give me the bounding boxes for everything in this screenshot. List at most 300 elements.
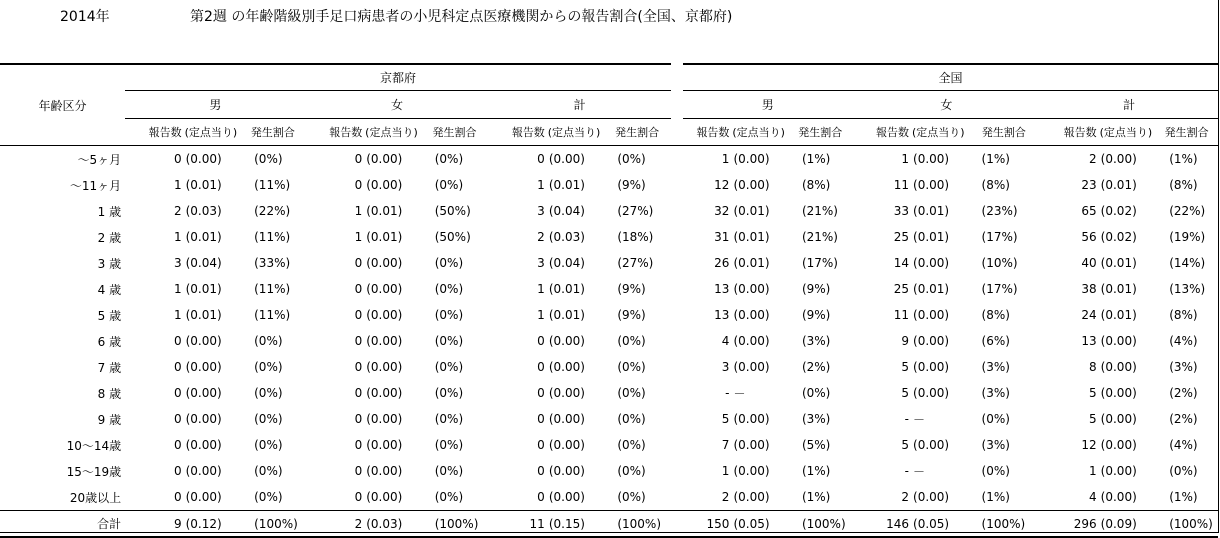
cell-per-site: (0.01) <box>733 204 770 218</box>
cell-per-site: (0.00) <box>1100 490 1137 504</box>
cell-per-site: (0.03) <box>548 230 585 244</box>
cell-per-site: (0.00) <box>185 490 222 504</box>
cell-count: 0 <box>173 464 182 478</box>
table-row <box>0 146 1218 173</box>
cell-rate: (8%) <box>1169 178 1198 192</box>
cell-rate: (1%) <box>1169 490 1198 504</box>
cell-count: 1 <box>537 282 545 296</box>
table-row <box>0 250 1218 276</box>
table-row <box>0 354 1218 380</box>
cell-count: 0 <box>537 360 545 374</box>
cell-per-site: (0.00) <box>913 308 950 322</box>
cell-count: 0 <box>354 308 363 322</box>
cell-rate: (27%) <box>617 204 654 218</box>
cell-per-site: (0.00) <box>185 152 222 166</box>
cell-count: 2 <box>901 490 910 504</box>
region-header-kyoto: 京都府 <box>125 64 671 91</box>
age-label: ～11ヶ月 <box>69 178 122 193</box>
age-label: 20歳以上 <box>69 490 122 505</box>
cell-per-site: (0.00) <box>548 386 585 400</box>
cell-rate: (0%) <box>434 152 464 166</box>
cell-count: 1 <box>173 308 182 322</box>
cell-count: 0 <box>173 412 182 426</box>
cell-count: - <box>725 386 730 400</box>
report-year: 2014年 <box>60 9 110 25</box>
cell-count: 32 <box>714 204 730 218</box>
cell-rate: (33%) <box>254 256 291 270</box>
cell-per-site: (0.00) <box>733 308 770 322</box>
table-row <box>0 328 1218 354</box>
cell-rate: (1%) <box>801 152 831 166</box>
cell-rate: (0%) <box>617 334 646 348</box>
cell-rate: (2%) <box>1169 412 1198 426</box>
cell-rate: (100%) <box>603 511 671 538</box>
cell-per-site: (0.04) <box>185 256 222 270</box>
region-gap <box>671 224 683 250</box>
cell-per-site: (0.00) <box>548 438 585 452</box>
cell-count: 0 <box>354 490 363 504</box>
cell-per-site: (0.00) <box>1100 386 1137 400</box>
cell-rate: (0%) <box>434 178 464 192</box>
cell-rate: (3%) <box>1169 360 1198 374</box>
sub-header-rate: 発生割合 <box>1155 119 1218 146</box>
cell-rate: (1%) <box>1169 152 1198 166</box>
table-row <box>0 276 1218 302</box>
sub-header-rate: 発生割合 <box>240 119 306 146</box>
age-label: 合計 <box>0 511 125 538</box>
cell-per-site: (0.01) <box>913 204 950 218</box>
cell-per-site: (0.01) <box>913 282 950 296</box>
cell-count: 2 <box>721 490 730 504</box>
cell-count: 0 <box>537 464 545 478</box>
cell-count: 0 <box>354 256 363 270</box>
cell-count: 31 <box>714 230 730 244</box>
cell-count: 13 <box>1081 334 1097 348</box>
cell-count: 5 <box>901 360 910 374</box>
cell-per-site: (0.01) <box>733 230 770 244</box>
cell-per-site: (0.00) <box>366 412 403 426</box>
cell-count: 0 <box>354 178 363 192</box>
sub-header-per-site: (定点当り) <box>909 119 968 146</box>
cell-per-site: (0.00) <box>548 490 585 504</box>
cell-rate: (9%) <box>617 282 646 296</box>
sub-header-per-site: (定点当り) <box>545 119 604 146</box>
cell-count: 4 <box>1089 490 1097 504</box>
cell-count: 5 <box>901 386 910 400</box>
cell-per-site: (0.00) <box>733 360 770 374</box>
cell-per-site: (0.01) <box>185 178 222 192</box>
region-gap <box>671 91 683 119</box>
cell-count: 7 <box>721 438 730 452</box>
age-label: 4 歳 <box>97 282 122 297</box>
cell-rate: (100%) <box>421 511 489 538</box>
report-table <box>0 63 1218 538</box>
cell-rate: (0%) <box>434 490 464 504</box>
cell-count: 0 <box>173 386 182 400</box>
cell-count: 0 <box>173 490 182 504</box>
age-label: 5 歳 <box>97 308 122 323</box>
cell-count: 0 <box>354 386 363 400</box>
cell-rate: (3%) <box>981 360 1010 374</box>
cell-per-site: (0.00) <box>913 178 950 192</box>
cell-rate: (0%) <box>254 412 283 426</box>
cell-per-site: (0.00) <box>366 490 403 504</box>
cell-per-site: (0.04) <box>548 204 585 218</box>
cell-rate: (0%) <box>617 490 646 504</box>
cell-rate: (11%) <box>254 282 291 296</box>
table-row <box>0 458 1218 484</box>
cell-rate: (4%) <box>1169 334 1198 348</box>
cell-rate: (0%) <box>434 464 464 478</box>
cell-count: 11 <box>488 511 545 538</box>
cell-per-site: (0.00) <box>185 386 222 400</box>
cell-count: 1 <box>354 204 363 218</box>
region-gap <box>671 432 683 458</box>
cell-count: 1 <box>354 230 363 244</box>
cell-per-site: (0.01) <box>733 256 770 270</box>
cell-per-site: (0.01) <box>1100 178 1137 192</box>
cell-count: 11 <box>893 178 910 192</box>
cell-per-site: (0.01) <box>548 282 585 296</box>
cell-count: 26 <box>714 256 730 270</box>
cell-count: 24 <box>1081 308 1097 322</box>
cell-rate: (27%) <box>617 256 654 270</box>
cell-rate: (18%) <box>617 230 654 244</box>
table-row <box>0 380 1218 406</box>
cell-rate: (0%) <box>434 360 464 374</box>
table-row <box>0 224 1218 250</box>
cell-per-site: (0.01) <box>548 178 585 192</box>
cell-per-site: (0.00) <box>733 152 770 166</box>
cell-per-site: (0.01) <box>1100 256 1137 270</box>
total-row <box>0 511 1218 538</box>
cell-per-site: (0.00) <box>1100 360 1137 374</box>
page-title: 第2週 の年齢階級別手足口病患者の小児科定点医療機関からの報告割合(全国、京都府) <box>190 9 733 25</box>
cell-count: 1 <box>173 178 182 192</box>
cell-per-site: (0.00) <box>1100 152 1137 166</box>
cell-count: 5 <box>1089 412 1097 426</box>
cell-rate: (100%) <box>968 511 1041 538</box>
cell-rate: (100%) <box>788 511 853 538</box>
age-label: 10～14歳 <box>66 438 122 453</box>
sex-header: 女 <box>853 91 1041 119</box>
sub-header-rate: 発生割合 <box>421 119 489 146</box>
cell-per-site: (0.01) <box>185 308 222 322</box>
cell-count: 12 <box>1081 438 1097 452</box>
cell-count: 146 <box>853 511 910 538</box>
cell-count: 13 <box>714 308 730 322</box>
cell-rate: (21%) <box>801 230 838 244</box>
cell-rate: (2%) <box>1169 386 1198 400</box>
cell-rate: (17%) <box>981 230 1018 244</box>
table-row <box>0 198 1218 224</box>
cell-rate: (0%) <box>254 152 283 166</box>
cell-count: 0 <box>354 412 363 426</box>
cell-rate: (0%) <box>617 360 646 374</box>
sub-header-per-site: (定点当り) <box>362 119 421 146</box>
cell-per-site: (0.00) <box>366 386 403 400</box>
age-label: ～5ヶ月 <box>77 152 122 167</box>
cell-count: 40 <box>1081 256 1097 270</box>
cell-per-site: (0.00) <box>733 282 770 296</box>
cell-count: 4 <box>721 334 730 348</box>
cell-count: 9 <box>125 511 182 538</box>
cell-count: 0 <box>173 438 182 452</box>
cell-per-site: (0.00) <box>185 334 222 348</box>
cell-rate: (1%) <box>981 152 1010 166</box>
cell-rate: (9%) <box>617 308 646 322</box>
region-gap <box>671 198 683 224</box>
region-gap <box>671 406 683 432</box>
sex-header: 女 <box>306 91 489 119</box>
cell-count: 0 <box>354 464 363 478</box>
cell-rate: (100%) <box>1155 511 1218 538</box>
cell-per-site: (0.00) <box>913 490 950 504</box>
cell-count: 296 <box>1040 511 1097 538</box>
cell-count: 0 <box>173 360 182 374</box>
cell-rate: (0%) <box>254 386 283 400</box>
cell-count: 1 <box>721 464 730 478</box>
sub-header-per-site: (定点当り) <box>182 119 241 146</box>
age-label: 7 歳 <box>97 360 122 375</box>
cell-per-site: (0.00) <box>366 308 403 322</box>
cell-count: 5 <box>901 438 910 452</box>
sex-header: 男 <box>683 91 852 119</box>
cell-rate: (9%) <box>801 308 831 322</box>
sex-header: 計 <box>488 91 671 119</box>
cell-per-site: (0.03) <box>185 204 222 218</box>
region-gap <box>671 119 683 146</box>
sub-header-count: 報告数 <box>853 119 910 146</box>
cell-rate: (23%) <box>981 204 1018 218</box>
sub-header-rate: 発生割合 <box>968 119 1041 146</box>
sub-header-per-site: (定点当り) <box>1097 119 1156 146</box>
cell-rate: (3%) <box>981 438 1010 452</box>
cell-count: 3 <box>721 360 730 374</box>
sex-header: 計 <box>1040 91 1218 119</box>
cell-count: 0 <box>354 438 363 452</box>
cell-rate: (3%) <box>801 412 831 426</box>
cell-count: 1 <box>901 152 910 166</box>
age-label: 15～19歳 <box>66 464 122 479</box>
region-gap <box>671 511 683 538</box>
cell-rate: (50%) <box>434 230 471 244</box>
cell-rate: (0%) <box>434 438 464 452</box>
cell-per-site: (0.00) <box>366 256 403 270</box>
sub-header-count: 報告数 <box>488 119 545 146</box>
cell-rate: (0%) <box>981 464 1010 478</box>
cell-rate: (19%) <box>1169 230 1206 244</box>
cell-rate: (8%) <box>801 178 831 192</box>
cell-rate: (8%) <box>981 178 1010 192</box>
cell-count: 1 <box>537 308 545 322</box>
cell-count: 2 <box>173 204 182 218</box>
cell-rate: (9%) <box>801 282 831 296</box>
table-row <box>0 406 1218 432</box>
region-gap <box>671 328 683 354</box>
cell-rate: (0%) <box>434 308 464 322</box>
cell-per-site: (0.01) <box>548 308 585 322</box>
cell-count: 150 <box>683 511 729 538</box>
cell-per-site: (0.00) <box>366 464 403 478</box>
cell-per-site: (0.00) <box>185 412 222 426</box>
cell-per-site: (0.01) <box>366 204 403 218</box>
sub-header-count: 報告数 <box>683 119 729 146</box>
cell-per-site: (0.00) <box>1100 334 1137 348</box>
cell-count: 3 <box>537 204 545 218</box>
cell-per-site: (0.00) <box>733 490 770 504</box>
cell-rate: (8%) <box>981 308 1010 322</box>
cell-count: 5 <box>721 412 730 426</box>
cell-rate: (11%) <box>254 308 291 322</box>
age-label: 3 歳 <box>97 256 122 271</box>
cell-count: 25 <box>893 282 910 296</box>
cell-rate: (0%) <box>617 152 646 166</box>
cell-per-site: (0.00) <box>913 438 950 452</box>
table-row <box>0 432 1218 458</box>
cell-count: 65 <box>1081 204 1097 218</box>
cell-rate: (14%) <box>1169 256 1206 270</box>
cell-rate: (0%) <box>254 334 283 348</box>
cell-count: 0 <box>354 334 363 348</box>
cell-rate: (0%) <box>617 464 646 478</box>
cell-per-site: (0.01) <box>1100 282 1137 296</box>
cell-count: 3 <box>537 256 545 270</box>
cell-per-site: － <box>913 464 926 479</box>
cell-count: 1 <box>1089 464 1097 478</box>
cell-count: 38 <box>1081 282 1097 296</box>
cell-rate: (1%) <box>801 490 831 504</box>
cell-rate: (22%) <box>1169 204 1206 218</box>
cell-count: 56 <box>1081 230 1097 244</box>
sub-header-count: 報告数 <box>306 119 363 146</box>
cell-count: 1 <box>173 230 182 244</box>
cell-per-site: (0.01) <box>913 230 950 244</box>
cell-per-site: (0.00) <box>185 438 222 452</box>
region-gap <box>671 380 683 406</box>
cell-per-site: (0.00) <box>1100 412 1137 426</box>
cell-per-site: (0.00) <box>366 438 403 452</box>
cell-count: 23 <box>1081 178 1097 192</box>
cell-count: 0 <box>537 386 545 400</box>
cell-count: 2 <box>537 230 545 244</box>
cell-count: 13 <box>714 282 730 296</box>
cell-per-site: (0.00) <box>366 334 403 348</box>
cell-per-site: (0.00) <box>366 282 403 296</box>
sub-header-count: 報告数 <box>1040 119 1097 146</box>
cell-rate: (0%) <box>254 438 283 452</box>
age-label: 6 歳 <box>97 334 122 349</box>
cell-per-site: (0.00) <box>913 386 950 400</box>
cell-count: 2 <box>1089 152 1097 166</box>
age-label: 8 歳 <box>97 386 122 401</box>
cell-per-site: － <box>913 412 926 427</box>
cell-count: 0 <box>354 282 363 296</box>
table-row <box>0 172 1218 198</box>
cell-count: 33 <box>893 204 910 218</box>
cell-per-site: － <box>733 386 746 401</box>
cell-per-site: (0.03) <box>362 511 421 538</box>
cell-rate: (0%) <box>434 282 464 296</box>
cell-count: 3 <box>173 256 182 270</box>
cell-rate: (1%) <box>801 464 831 478</box>
cell-count: 1 <box>537 178 545 192</box>
cell-count: 1 <box>173 282 182 296</box>
cell-per-site: (0.02) <box>1100 204 1137 218</box>
cell-rate: (3%) <box>981 386 1010 400</box>
cell-per-site: (0.05) <box>909 511 968 538</box>
cell-rate: (11%) <box>254 178 291 192</box>
cell-per-site: (0.00) <box>1100 438 1137 452</box>
cell-per-site: (0.05) <box>729 511 788 538</box>
cell-rate: (0%) <box>1169 464 1198 478</box>
cell-count: 11 <box>893 308 910 322</box>
cell-rate: (0%) <box>434 412 464 426</box>
sub-header-rate: 発生割合 <box>603 119 671 146</box>
cell-rate: (6%) <box>981 334 1010 348</box>
region-gap <box>671 146 683 173</box>
cell-per-site: (0.00) <box>548 412 585 426</box>
age-label: 1 歳 <box>97 204 122 219</box>
cell-rate: (21%) <box>801 204 838 218</box>
region-gap <box>671 172 683 198</box>
cell-rate: (0%) <box>434 256 464 270</box>
cell-count: 8 <box>1089 360 1097 374</box>
cell-rate: (5%) <box>801 438 831 452</box>
region-gap <box>671 354 683 380</box>
cell-count: 5 <box>1089 386 1097 400</box>
region-gap <box>671 458 683 484</box>
cell-per-site: (0.01) <box>1100 308 1137 322</box>
region-gap <box>671 276 683 302</box>
cell-count: 0 <box>537 152 545 166</box>
cell-rate: (0%) <box>801 386 831 400</box>
cell-count: 14 <box>893 256 910 270</box>
cell-count: 0 <box>537 490 545 504</box>
cell-count: 0 <box>537 438 545 452</box>
cell-per-site: (0.15) <box>545 511 604 538</box>
cell-per-site: (0.00) <box>913 334 950 348</box>
cell-per-site: (0.00) <box>1100 464 1137 478</box>
cell-per-site: (0.00) <box>366 178 403 192</box>
cell-per-site: (0.04) <box>548 256 585 270</box>
cell-count: - <box>904 464 910 478</box>
cell-rate: (13%) <box>1169 282 1206 296</box>
cell-rate: (0%) <box>434 386 464 400</box>
cell-per-site: (0.00) <box>913 256 950 270</box>
cell-per-site: (0.00) <box>548 360 585 374</box>
cell-per-site: (0.00) <box>733 464 770 478</box>
sub-header-per-site: (定点当り) <box>729 119 788 146</box>
cell-count: 9 <box>901 334 910 348</box>
cell-rate: (10%) <box>981 256 1018 270</box>
region-gap <box>671 484 683 511</box>
table-row <box>0 302 1218 328</box>
cell-per-site: (0.00) <box>733 334 770 348</box>
region-gap <box>671 250 683 276</box>
cell-per-site: (0.00) <box>733 412 770 426</box>
cell-per-site: (0.00) <box>548 464 585 478</box>
cell-rate: (2%) <box>801 360 831 374</box>
sub-header-count: 報告数 <box>125 119 182 146</box>
cell-per-site: (0.12) <box>182 511 241 538</box>
cell-count: 2 <box>306 511 363 538</box>
cell-per-site: (0.00) <box>185 360 222 374</box>
cell-rate: (11%) <box>254 230 291 244</box>
cell-per-site: (0.00) <box>366 360 403 374</box>
region-gap <box>671 302 683 328</box>
cell-per-site: (0.00) <box>185 464 222 478</box>
